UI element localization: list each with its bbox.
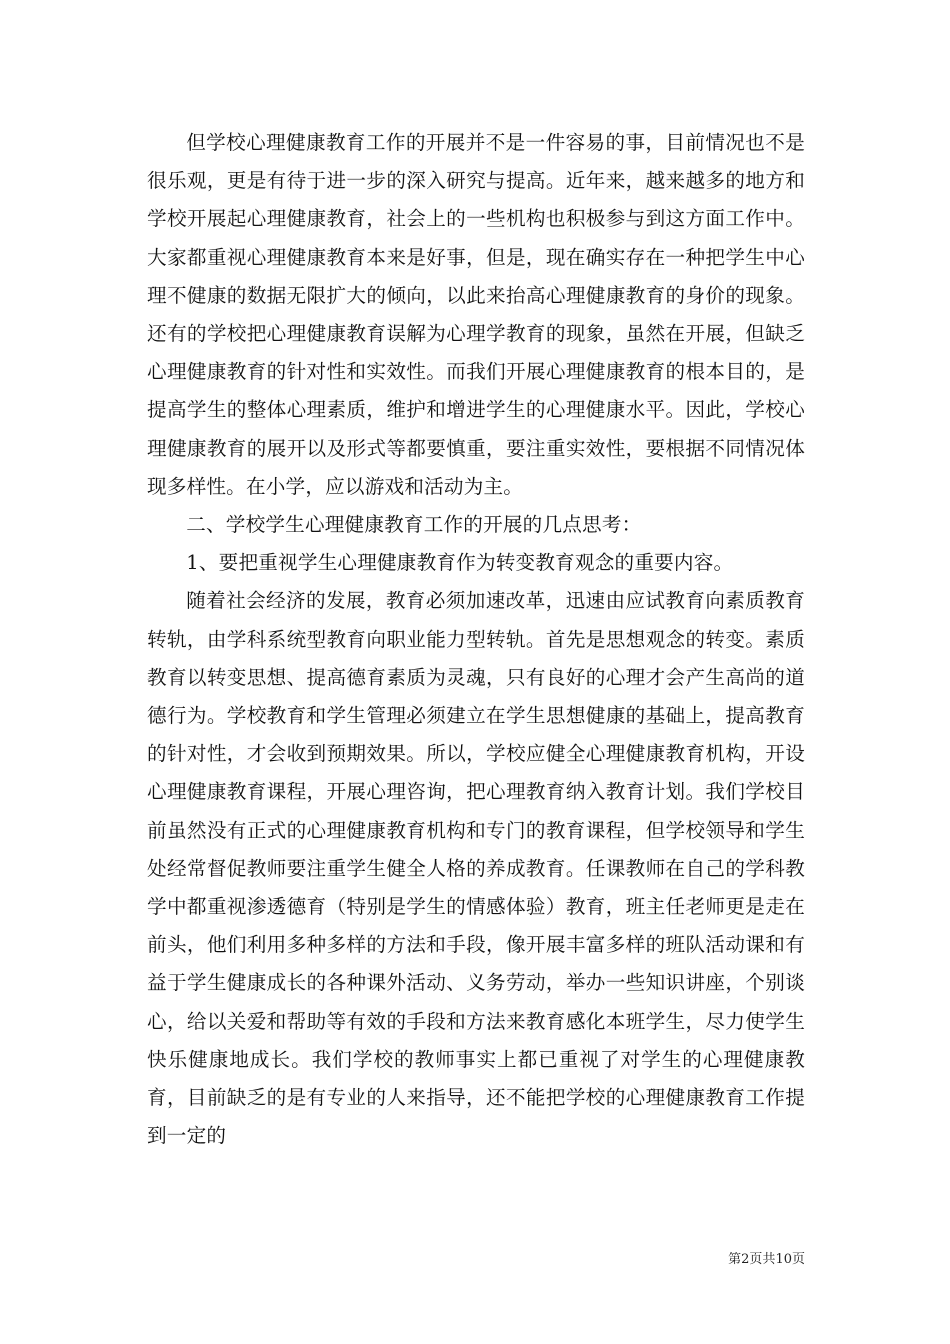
footer-middle: 页共 bbox=[749, 1252, 776, 1267]
footer-current-page: 2 bbox=[741, 1252, 750, 1267]
subsection-heading: 1、要把重视学生心理健康教育作为转变教育观念的重要内容。 bbox=[186, 551, 734, 575]
paragraph-intro: 但学校心理健康教育工作的开展并不是一件容易的事，目前情况也不是很乐观，更是有待于进一步的深入研究与提高。近年来，越来越多的地方和学校开展起心理健康教育，社会上的一些机构也积极参与到这方面工作中。大家都重视心理健康教育本来是好事，但是，现在确实存在一种把学生中心理不健康的数据无限扩大的倾向，以此来抬高心理健康教育的身价的现象。还有的学校把心理健康教育误解为心理学教育的现象，虽然在开展，但缺乏心理健康教育的针对性和实效性。而我们开展心理健康教育的根本目的，是提高学生的整体心理素质，维护和增进学生的心理健康水平。因此，学校心理健康教育的展开以及形式等都要慎重，要注重实效性，要根据不同情况体现多样性。在小学，应以游戏和活动为主。 bbox=[147, 131, 805, 498]
footer-prefix: 第 bbox=[728, 1252, 742, 1267]
footer-total-pages: 10 bbox=[775, 1252, 792, 1267]
document-body bbox=[147, 124, 805, 1155]
section-heading: 二、学校学生心理健康教育工作的开展的几点思考： bbox=[186, 513, 642, 537]
page-number-footer bbox=[0, 1248, 805, 1267]
paragraph-body: 随着社会经济的发展，教育必须加速改革，迅速由应试教育向素质教育转轨，由学科系统型教育向职业能力型转轨。首先是思想观念的转变。素质教育以转变思想、提高德育素质为灵魂，只有良好的心理才会产生高尚的道德行为。学校教育和学生管理必须建立在学生思想健康的基础上，提高教育的针对性，才会收到预期效果。所以，学校应健全心理健康教育机构，开设心理健康教育课程，开展心理咨询，把心理教育纳入教育计划。我们学校目前虽然没有正式的心理健康教育机构和专门的教育课程，但学校领导和学生处经常督促教师要注重学生健全人格的养成教育。任课教师在自己的学科教学中都重视渗透德育（特别是学生的情感体验）教育，班主任老师更是走在前头，他们利用多种多样的方法和手段，像开展丰富多样的班队活动课和有益于学生健康成长的各种课外活动、义务劳动，举办一些知识讲座，个别谈心，给以关爱和帮助等有效的手段和方法来教育感化本班学生，尽力使学生快乐健康地成长。我们学校的教师事实上都已重视了对学生的心理健康教育，目前缺乏的是有专业的人来指导，还不能把学校的心理健康教育工作提到一定的 bbox=[147, 589, 805, 1148]
footer-suffix: 页 bbox=[791, 1252, 805, 1267]
